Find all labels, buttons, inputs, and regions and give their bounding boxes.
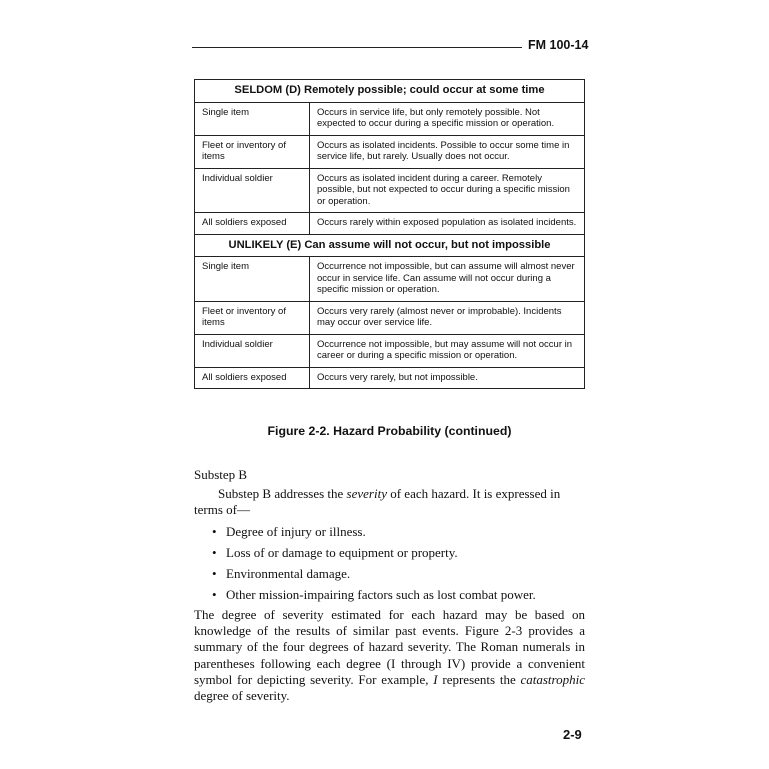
list-item xyxy=(212,587,536,608)
seldom-title: SELDOM (D) Remotely possible; could occur at some time xyxy=(195,80,585,103)
substep-title: Substep B xyxy=(194,467,248,482)
row-category: Individual soldier xyxy=(195,334,310,367)
document-code: FM 100-14 xyxy=(528,38,589,52)
table-row xyxy=(195,301,585,334)
table-row xyxy=(195,367,585,389)
row-description: Occurrence not impossible, but may assume will not occur in career or during a specific mission or operation. xyxy=(310,334,585,367)
substep-intro xyxy=(194,486,585,518)
bullet-icon: • xyxy=(212,587,217,602)
para-text-2: represents the xyxy=(437,671,521,687)
figure-caption: Figure 2-2. Hazard Probability (continued) xyxy=(267,424,512,438)
header-rule xyxy=(192,47,522,48)
bullet-icon: • xyxy=(212,545,217,560)
list-item xyxy=(212,545,536,566)
table-row xyxy=(195,334,585,367)
intro-text-end: of each hazard. It is expressed in terms of— xyxy=(194,486,561,518)
para-emphasis-1: I xyxy=(433,671,438,687)
row-category: Individual soldier xyxy=(195,168,310,213)
severity-factor-list xyxy=(212,524,536,608)
table-row xyxy=(195,168,585,213)
row-category: Single item xyxy=(195,102,310,135)
row-description: Occurs rarely within exposed population as isolated incidents. xyxy=(310,213,585,235)
row-category: All soldiers exposed xyxy=(195,213,310,235)
table-section-header-unlikely xyxy=(195,234,585,257)
hazard-probability-table xyxy=(194,79,585,389)
row-description: Occurs very rarely, but not impossible. xyxy=(310,367,585,389)
page-number: 2-9 xyxy=(563,727,582,742)
row-category: Single item xyxy=(195,257,310,302)
row-description: Occurs as isolated incident during a career. Remotely possible, but not expected to occur during a specific mission or operation. xyxy=(310,168,585,213)
row-description: Occurs very rarely (almost never or improbable). Incidents may occur over service life. xyxy=(310,301,585,334)
table-row xyxy=(195,257,585,302)
row-category: Fleet or inventory of items xyxy=(195,135,310,168)
table-row xyxy=(195,213,585,235)
bullet-icon: • xyxy=(212,566,217,581)
table-row xyxy=(195,135,585,168)
intro-emphasis: severity xyxy=(346,486,387,501)
table-section-header-seldom xyxy=(195,80,585,103)
para-text-1: The degree of severity estimated for each hazard may be based on knowledge of the results of similar past events. Figure 2-3 provides a summary of the four degrees of hazard severity. The Roman numerals in parentheses following each degree (I through IV) provide a convenient symbol for depicting severity. For example, xyxy=(194,607,585,687)
row-description: Occurs as isolated incidents. Possible to occur some time in service life, but rarely. Usually does not occur. xyxy=(310,135,585,168)
para-text-3: degree of severity. xyxy=(194,688,290,704)
unlikely-title: UNLIKELY (E) Can assume will not occur, but not impossible xyxy=(195,234,585,257)
bullet-icon: • xyxy=(212,524,217,539)
intro-text-start: Substep B addresses the xyxy=(218,486,347,501)
list-item xyxy=(212,566,536,587)
severity-paragraph xyxy=(194,607,585,704)
list-item xyxy=(212,524,536,545)
row-description: Occurs in service life, but only remotely possible. Not expected to occur during a specific mission or operation. xyxy=(310,102,585,135)
para-emphasis-2: catastrophic xyxy=(520,671,585,687)
row-category: All soldiers exposed xyxy=(195,367,310,389)
list-item-text: Degree of injury or illness. xyxy=(226,524,366,539)
row-category: Fleet or inventory of items xyxy=(195,301,310,334)
list-item-text: Loss of or damage to equipment or property. xyxy=(226,545,458,560)
list-item-text: Environmental damage. xyxy=(226,566,351,581)
table-row xyxy=(195,102,585,135)
row-description: Occurrence not impossible, but can assume will almost never occur in service life. Can assume will not occur during a specific mission or operation. xyxy=(310,257,585,302)
list-item-text: Other mission-impairing factors such as lost combat power. xyxy=(226,587,536,602)
